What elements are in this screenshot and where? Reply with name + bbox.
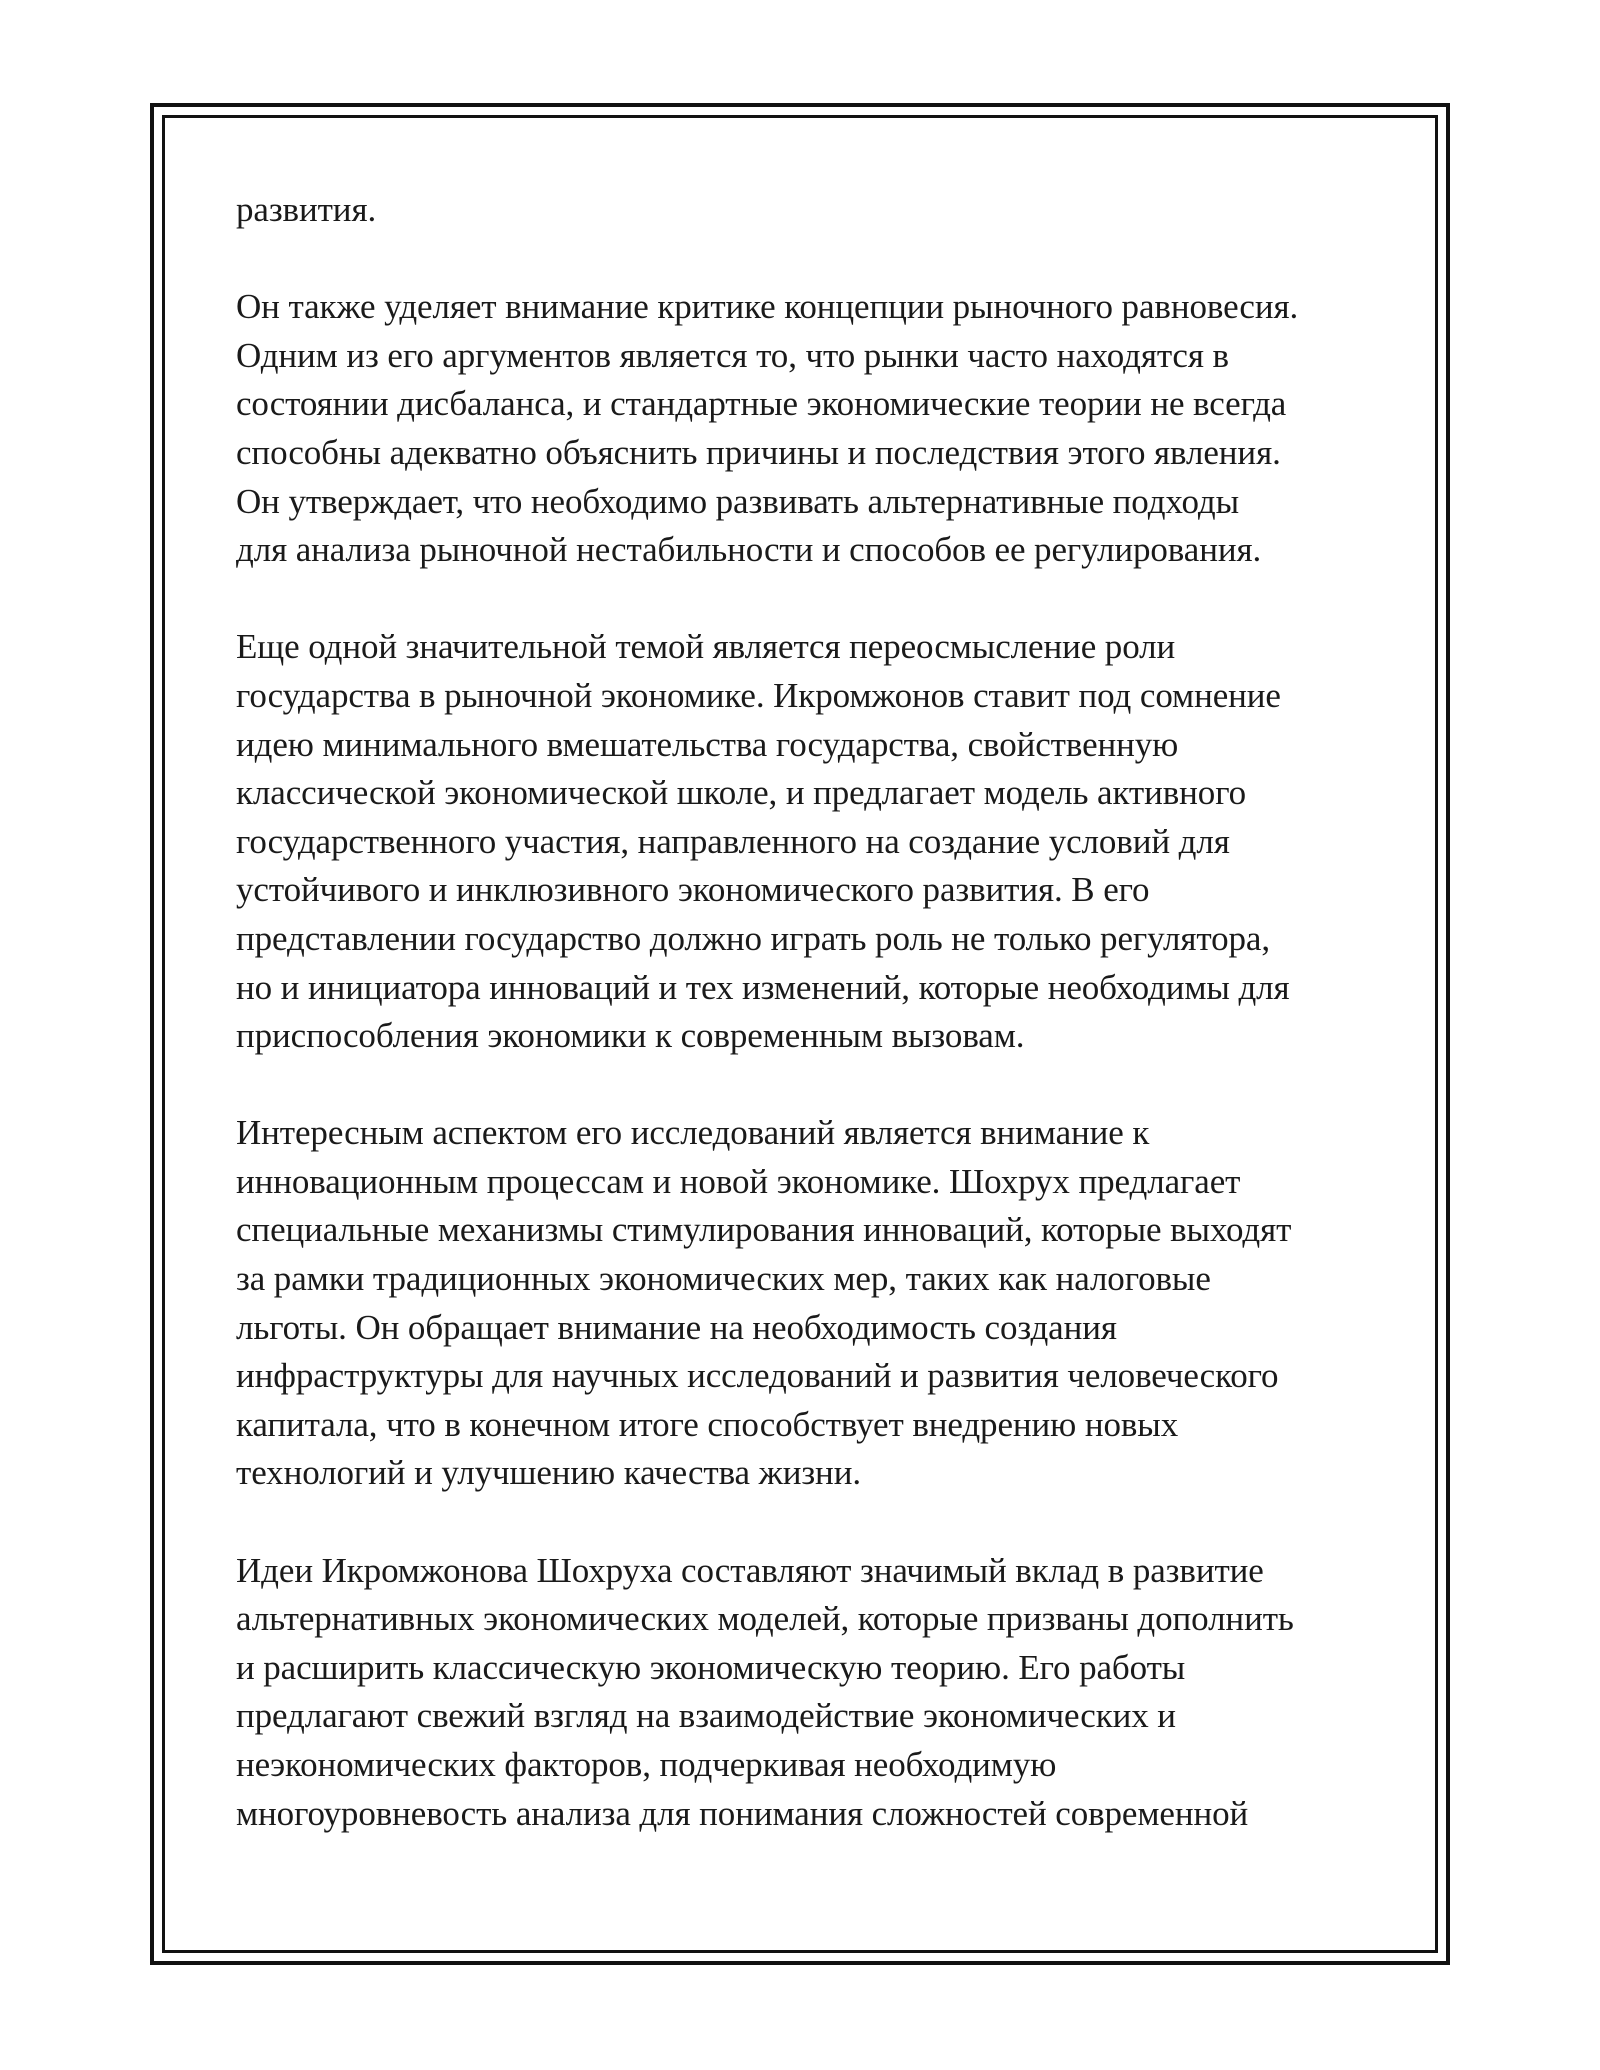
text-line: государственного участия, направленного на создание условий для	[236, 821, 1230, 861]
text-line: и расширить классическую экономическую теорию. Его работы	[236, 1647, 1186, 1687]
paragraph	[236, 186, 1386, 235]
text-line: для анализа рыночной нестабильности и способов ее регулирования.	[236, 530, 1262, 570]
text-line: представлении государство должно играть роль не только регулятора,	[236, 918, 1270, 958]
text-line: но и инициатора инноваций и тех изменений, которые необходимы для	[236, 967, 1290, 1007]
text-line: предлагают свежий взгляд на взаимодействие экономических и	[236, 1696, 1176, 1736]
text-line: Интересным аспектом его исследований является внимание к	[236, 1113, 1150, 1153]
paragraph	[236, 283, 1386, 575]
text-line: инфраструктуры для научных исследований и развития человеческого	[236, 1356, 1279, 1396]
text-line: Идеи Икромжонова Шохруха составляют значимый вклад в развитие	[236, 1550, 1264, 1590]
text-line: технологий и улучшению качества жизни.	[236, 1453, 861, 1493]
text-line: идею минимального вмешательства государства, свойственную	[236, 724, 1179, 764]
text-line: за рамки традиционных экономических мер, таких как налоговые	[236, 1259, 1211, 1299]
text-line: состоянии дисбаланса, и стандартные экономические теории не всегда	[236, 384, 1287, 424]
text-line: Он утверждает, что необходимо развивать альтернативные подходы	[236, 481, 1239, 521]
text-line: Одним из его аргументов является то, что рынки часто находятся в	[236, 335, 1229, 375]
text-line: альтернативных экономических моделей, которые призваны дополнить	[236, 1599, 1294, 1639]
text-line: Он также уделяет внимание критике концепции рыночного равновесия.	[236, 287, 1299, 327]
text-line: приспособления экономики к современным вызовам.	[236, 1016, 1025, 1056]
text-line: способны адекватно объяснить причины и последствия этого явления.	[236, 432, 1281, 472]
paragraph	[236, 1109, 1386, 1498]
text-line: неэкономических факторов, подчеркивая необходимую	[236, 1745, 1057, 1784]
text-line: льготы. Он обращает внимание на необходимость создания	[236, 1307, 1117, 1347]
paragraph	[236, 1547, 1386, 1839]
paragraph	[236, 623, 1386, 1060]
text-line: развития.	[236, 190, 377, 229]
text-line: многоуровневость анализа для понимания сложностей современной	[236, 1793, 1249, 1833]
text-line: капитала, что в конечном итоге способствует внедрению новых	[236, 1404, 1179, 1444]
text-line: классической экономической школе, и предлагает модель активного	[236, 773, 1246, 813]
text-line: специальные механизмы стимулирования инноваций, которые выходят	[236, 1210, 1292, 1250]
text-line: инновационным процессам и новой экономике. Шохрух предлагает	[236, 1161, 1241, 1201]
text-line: государства в рыночной экономике. Икромжонов ставит под сомнение	[236, 675, 1281, 715]
text-line: Еще одной значительной темой является переосмысление роли	[236, 627, 1176, 667]
document-body	[236, 186, 1386, 1887]
text-line: устойчивого и инклюзивного экономического развития. В его	[236, 870, 1150, 910]
